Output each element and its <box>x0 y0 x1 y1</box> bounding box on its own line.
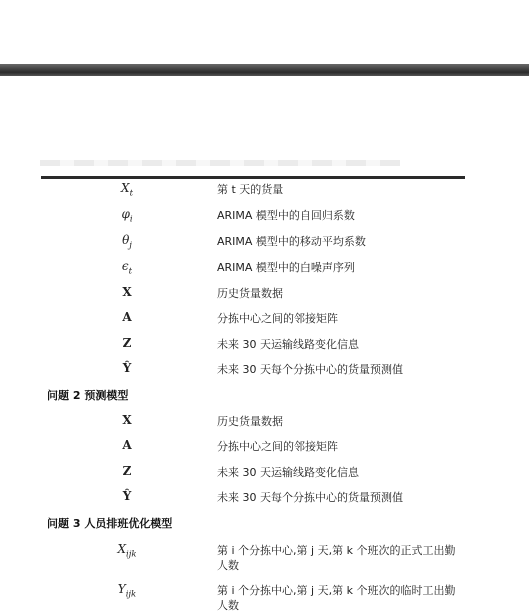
symbol-description: 分拣中心之间的邻接矩阵 <box>217 312 338 325</box>
symbol: A <box>122 310 132 324</box>
symbol: $X_{ijk}$ <box>117 542 137 560</box>
symbol: X <box>122 413 132 427</box>
symbol-row <box>0 334 529 354</box>
symbol-row <box>0 436 529 456</box>
symbol-description: 未来 30 天运输线路变化信息 <box>217 338 359 351</box>
symbol-description: 第 i 个分拣中心,第 j 天,第 k 个班次的正式工出勤人数 <box>217 544 456 572</box>
symbol: $\theta_j$ <box>122 233 132 251</box>
symbol: $X_t$ <box>121 181 133 199</box>
symbol-row <box>0 257 529 277</box>
symbol: Ŷ <box>122 489 132 503</box>
symbol: Ŷ <box>122 361 132 375</box>
section-title: 问题 3 人员排班优化模型 <box>47 517 173 530</box>
symbol: $\epsilon_t$ <box>121 259 133 277</box>
symbol-row <box>0 487 529 507</box>
symbol: $Y_{ijk}$ <box>117 582 137 600</box>
symbol-description: 分拣中心之间的邻接矩阵 <box>217 440 338 453</box>
symbol: X <box>122 285 132 299</box>
symbol: Z <box>122 464 132 478</box>
symbol: A <box>122 438 132 452</box>
symbol: Z <box>122 336 132 350</box>
symbol-row <box>0 540 529 572</box>
table-caption-faint <box>40 160 400 166</box>
symbol-row <box>0 359 529 379</box>
symbol-row <box>0 283 529 303</box>
symbol-description: 未来 30 天运输线路变化信息 <box>217 466 359 479</box>
symbol-description: 未来 30 天每个分拣中心的货量预测值 <box>217 363 403 376</box>
symbol-description: ARIMA 模型中的自回归系数 <box>217 209 355 222</box>
symbol-row <box>0 179 529 199</box>
symbol-row <box>0 411 529 431</box>
symbol: $\varphi_i$ <box>121 207 133 225</box>
symbol-description: 未来 30 天每个分拣中心的货量预测值 <box>217 491 403 504</box>
symbol-row <box>0 205 529 225</box>
symbol-description: 第 t 天的货量 <box>217 183 284 196</box>
symbol-row <box>0 308 529 328</box>
symbol-row <box>0 580 529 612</box>
section-title: 问题 2 预测模型 <box>47 389 129 402</box>
symbol-description: 第 i 个分拣中心,第 j 天,第 k 个班次的临时工出勤人数 <box>217 584 456 612</box>
symbol-description: ARIMA 模型中的白噪声序列 <box>217 261 355 274</box>
symbol-description: 历史货量数据 <box>217 415 283 428</box>
symbol-row <box>0 462 529 482</box>
symbol-description: 历史货量数据 <box>217 287 283 300</box>
symbol-row <box>0 231 529 251</box>
header-bar <box>0 64 529 76</box>
symbol-description: ARIMA 模型中的移动平均系数 <box>217 235 366 248</box>
